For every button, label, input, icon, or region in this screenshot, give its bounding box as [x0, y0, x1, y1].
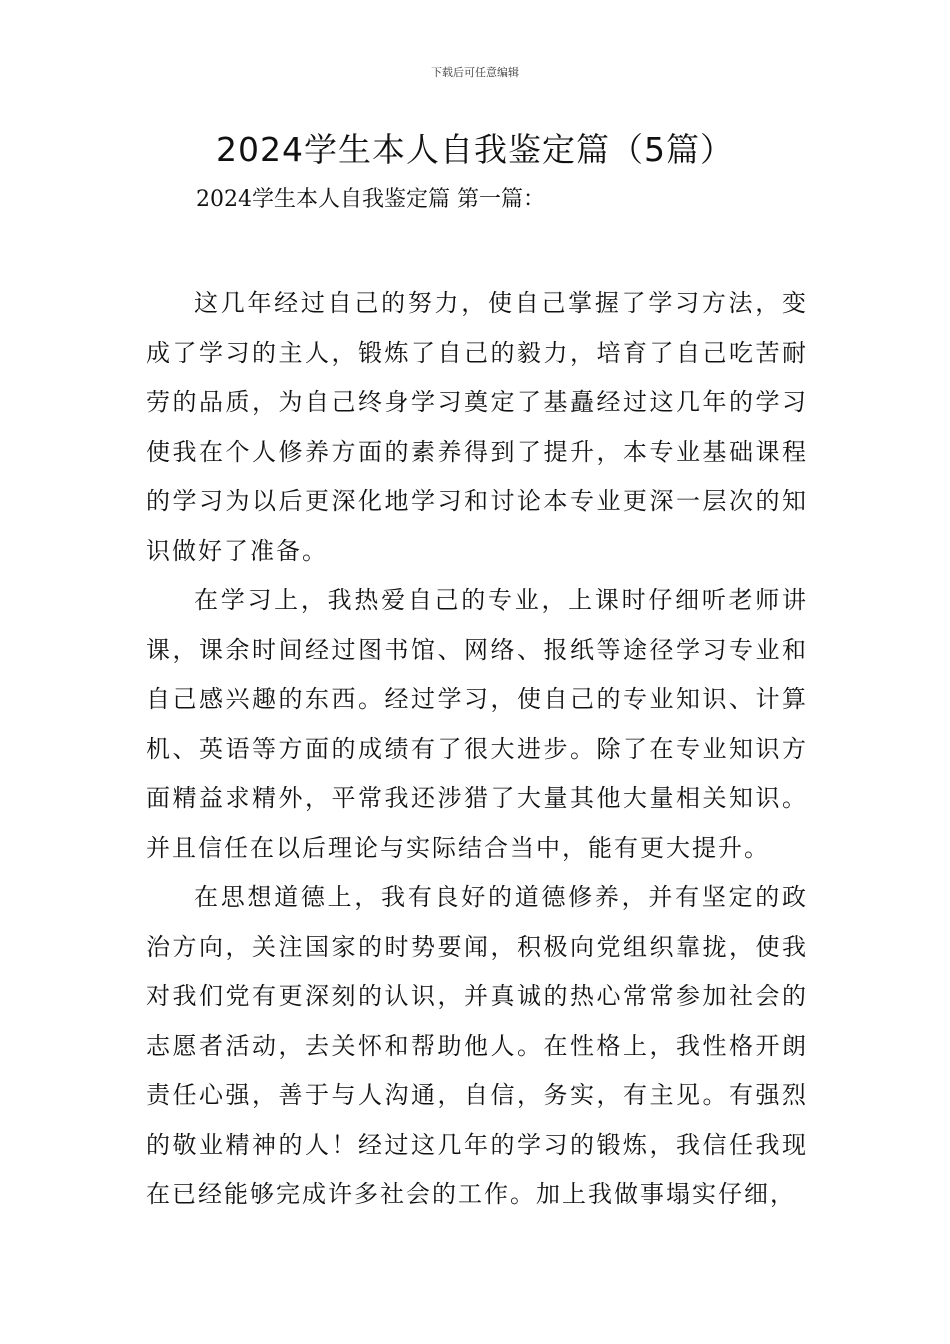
section-heading: 2024学生本人自我鉴定篇 第一篇： [196, 187, 545, 212]
paragraph: 在学习上，我热爱自己的专业，上课时仔细听老师讲课，课余时间经过图书馆、网络、报纸等途径学习专业和自己感兴趣的东西。经过学习，使自己的专业知识、计算机、英语等方面的成绩有了很大进步。除了在专业知识方面精益求精外，平常我还涉猎了大量其他大量相关知识。并且信任在以后理论与实际结合当中，能有更大提升。 [146, 586, 808, 862]
document-title: 2024学生本人自我鉴定篇（5篇） [216, 130, 734, 169]
document-body [146, 279, 808, 1220]
paragraph: 在思想道德上，我有良好的道德修养，并有坚定的政治方向，关注国家的时势要闻，积极向党组织靠拢，使我对我们党有更深刻的认识，并真诚的热心常常参加社会的志愿者活动，去关怀和帮助他人。在性格上，我性格开朗责任心强，善于与人沟通，自信，务实，有主见。有强烈的敬业精神的人！经过这几年的学习的锻炼，我信任我现在已经能够完成许多社会的工作。加上我做事塌实仔细， [146, 883, 808, 1208]
header-note: 下载后可任意编辑 [431, 66, 519, 79]
paragraph: 这几年经过自己的努力，使自己掌握了学习方法，变成了学习的主人，锻炼了自己的毅力，培育了自己吃苦耐劳的品质，为自己终身学习奠定了基矗经过这几年的学习使我在个人修养方面的素养得到了提升，本专业基础课程的学习为以后更深化地学习和讨论本专业更深一层次的知识做好了准备。 [146, 289, 808, 565]
